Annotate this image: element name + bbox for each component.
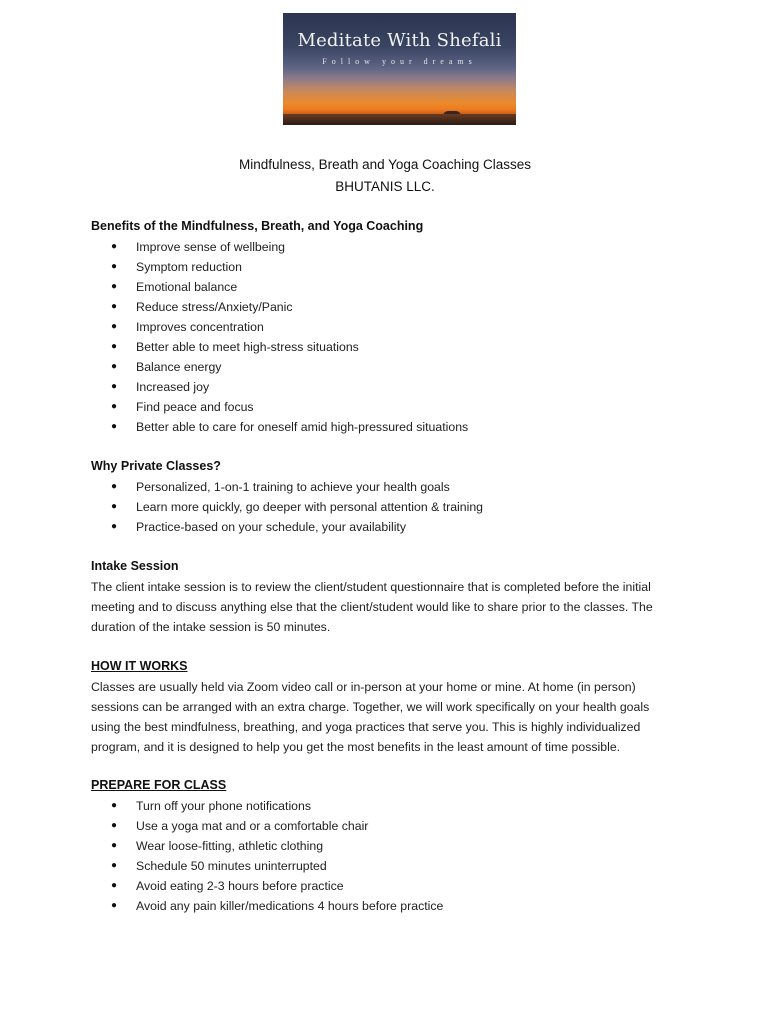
paragraph-line: program, and it is designed to help you get the most benefits in the least amount of time possible. [91,740,621,754]
paragraph-line: meeting and to discuss anything else that the client/student would like to share prior to the classes. The [91,600,653,614]
list-item: ● Symptom reduction [0,257,468,277]
list-item: ● Practice-based on your schedule, your availability [0,517,483,537]
intake-session-paragraph [91,577,691,637]
list-item: ● Avoid eating 2-3 hours before practice [0,876,443,896]
list-item: ● Find peace and focus [0,397,468,417]
how-it-works-paragraph [91,677,691,757]
list-item: ● Avoid any pain killer/medications 4 hours before practice [0,896,443,916]
list-item: ● Increased joy [0,377,468,397]
list-item: ● Personalized, 1-on-1 training to achieve your health goals [0,477,483,497]
company-name: BHUTANIS LLC. [335,179,435,194]
list-item: ● Turn off your phone notifications [0,796,443,816]
list-item: ● Wear loose-fitting, athletic clothing [0,836,443,856]
benefits-heading: Benefits of the Mindfulness, Breath, and Yoga Coaching [91,219,424,233]
paragraph-line: sessions can be arranged with an extra charge. Together, we will work specifically on your health goals [91,700,650,714]
list-item: ● Better able to care for oneself amid high-pressured situations [0,417,468,437]
paragraph-line: duration of the intake session is 50 minutes. [91,620,331,634]
list-item: ● Reduce stress/Anxiety/Panic [0,297,468,317]
banner-title: Meditate With Shefali [297,30,502,51]
private-classes-heading: Why Private Classes? [91,459,221,473]
paragraph-line: Classes are usually held via Zoom video call or in-person at your home or mine. At home (in person) [91,680,636,694]
list-item: ● Better able to meet high-stress situations [0,337,468,357]
paragraph-line: The client intake session is to review the client/student questionnaire that is completed before the initial [91,580,651,594]
paragraph-line: using the best mindfulness, breathing, and yoga practices that serve you. This is highly individualized [91,720,641,734]
list-item: ● Balance energy [0,357,468,377]
list-item: ● Improves concentration [0,317,468,337]
horizon-ground [283,114,516,125]
logo-banner [283,13,516,125]
list-item: ● Use a yoga mat and or a comfortable chair [0,816,443,836]
list-item: ● Schedule 50 minutes uninterrupted [0,856,443,876]
prepare-for-class-list [0,796,443,916]
banner-subtitle: Follow your dreams [322,57,477,66]
list-item: ● Improve sense of wellbeing [0,237,468,257]
intake-session-heading: Intake Session [91,559,179,573]
prepare-for-class-heading: PREPARE FOR CLASS [91,778,227,792]
list-item: ● Emotional balance [0,277,468,297]
benefits-list [0,237,468,437]
document-title: Mindfulness, Breath and Yoga Coaching Classes [239,157,531,172]
how-it-works-heading: HOW IT WORKS [91,659,188,673]
private-classes-list [0,477,483,537]
list-item: ● Learn more quickly, go deeper with personal attention & training [0,497,483,517]
